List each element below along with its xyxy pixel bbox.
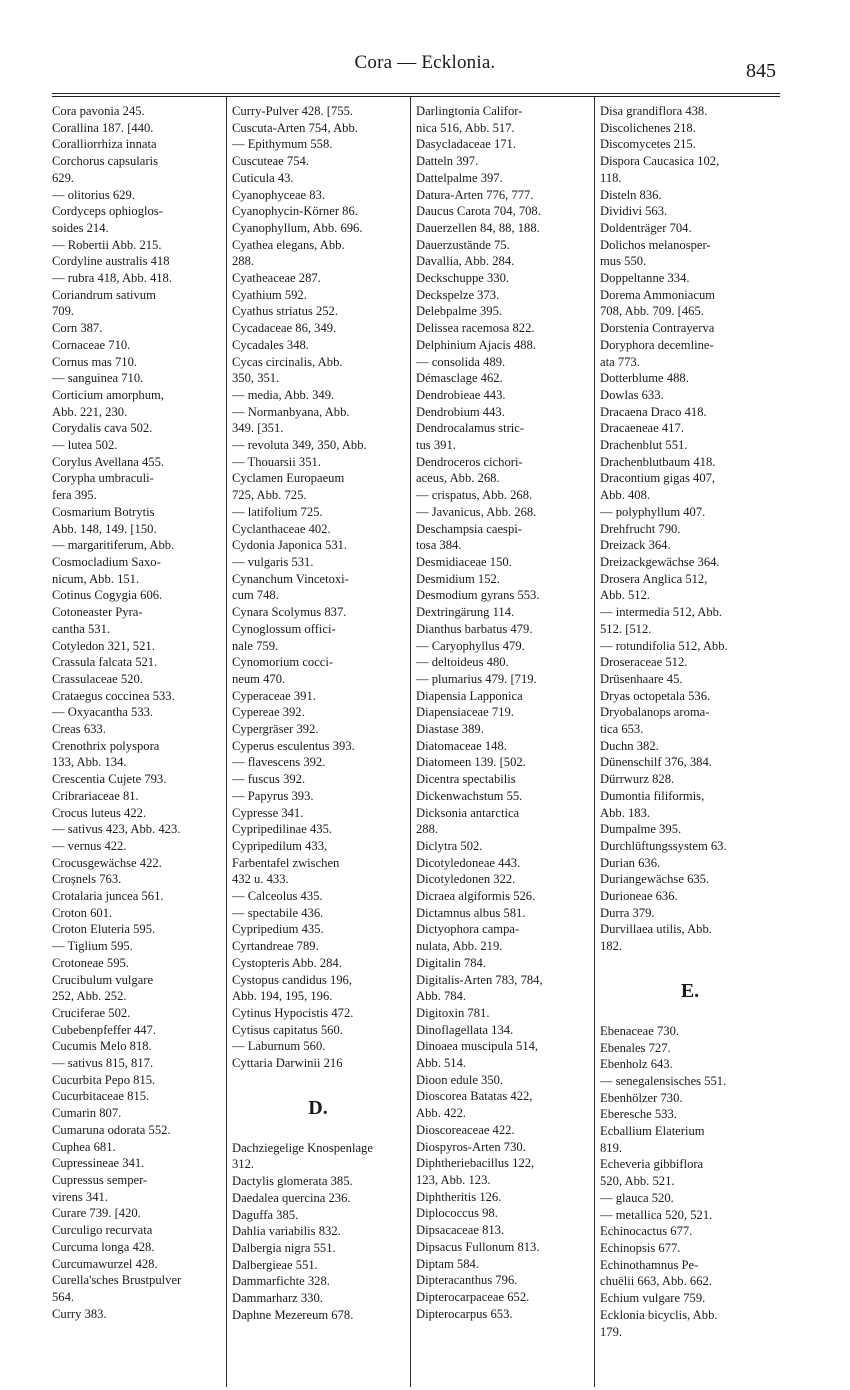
index-entry: Diapensia Lapponica: [416, 688, 523, 703]
index-entry: — fuscus 392.: [232, 772, 306, 787]
index-entry: — spectabile 436.: [232, 905, 324, 920]
index-entry: chuëlii 663, Abb. 662.: [600, 1274, 712, 1289]
index-entry: 708, Abb. 709. [465.: [600, 304, 704, 319]
index-entry: tosa 384.: [416, 538, 462, 553]
index-entry: Dipterocarpus 653.: [416, 1306, 513, 1321]
index-entry: Cuphea 681.: [52, 1139, 116, 1154]
index-entry: Cypripedium 435.: [232, 922, 324, 937]
index-entry: mus 550.: [600, 254, 647, 269]
index-entry: 629.: [52, 170, 75, 185]
index-entry: Delissea racemosa 822.: [416, 321, 535, 336]
index-entry: Dracontium gigas 407,: [600, 471, 716, 486]
index-entry: Ebenhölzer 730.: [600, 1090, 683, 1105]
index-entry: Drachenblutbaum 418.: [600, 454, 716, 469]
index-entry: Drehfrucht 790.: [600, 521, 681, 536]
index-entry: Cucumis Melo 818.: [52, 1039, 152, 1054]
index-entry: Durvillaea utilis, Abb.: [600, 922, 712, 937]
index-entry: Crataegus coccinea 533.: [52, 688, 175, 703]
index-entry: Dipsacaceae 813.: [416, 1223, 505, 1238]
index-entry: Cyrtandreae 789.: [232, 939, 319, 954]
column-divider: [226, 97, 227, 1387]
index-entry: 725, Abb. 725.: [232, 488, 307, 503]
index-column-4: [600, 103, 780, 1340]
index-entry: — plumarius 479. [719.: [416, 671, 537, 686]
index-column-1: [52, 103, 223, 1322]
index-entry: Desmidiaceae 150.: [416, 554, 512, 569]
index-entry: Cypripedilinae 435.: [232, 822, 333, 837]
index-entry: Dinoaea muscipula 514,: [416, 1039, 539, 1054]
header-rule-thin: [52, 93, 780, 94]
index-entry: Dipterocarpaceae 652.: [416, 1289, 530, 1304]
index-entry: Echinopsis 677.: [600, 1241, 681, 1255]
index-entry: Durchlüftungssystem 63.: [600, 838, 727, 853]
index-entry: — latifolium 725.: [232, 504, 323, 519]
index-entry: Abb. 183.: [600, 805, 651, 820]
index-entry: Dalbergia nigra 551.: [232, 1241, 336, 1255]
index-entry: Croton 601.: [52, 905, 113, 920]
index-entry: Disteln 836.: [600, 187, 662, 202]
index-entry: Dicotyledoneae 443.: [416, 855, 521, 870]
index-entry: Crenothrix polyspora: [52, 738, 160, 753]
index-entry: Daphne Mezereum 678.: [232, 1307, 354, 1322]
index-entry: Desmidium 152.: [416, 571, 500, 586]
index-entry: Dioscorea Batatas 422,: [416, 1089, 533, 1104]
index-entry: Farbentafel zwischen: [232, 855, 340, 870]
index-entry: Dryas octopetala 536.: [600, 688, 711, 703]
index-entry: 520, Abb. 521.: [600, 1174, 675, 1189]
index-entry: Dinoflagellata 134.: [416, 1022, 514, 1037]
index-entry: Coralliorrhiza innata: [52, 137, 157, 152]
index-entry: — Javanicus, Abb. 268.: [416, 504, 537, 519]
index-entry: Diphtheritis 126.: [416, 1189, 502, 1204]
index-entry: Dasycladaceae 171.: [416, 137, 516, 152]
index-column-3: [416, 103, 588, 1322]
index-entry: 252, Abb. 252.: [52, 989, 127, 1004]
index-entry: Diospyros-Arten 730.: [416, 1139, 526, 1154]
index-entry: — Tiglium 595.: [52, 939, 133, 954]
index-entry: Cycas circinalis, Abb.: [232, 354, 343, 369]
index-entry: Corylus Avellana 455.: [52, 454, 165, 469]
index-entry: Diphtheriebacillus 122,: [416, 1156, 535, 1171]
index-entry: Abb. 221, 230.: [52, 404, 128, 419]
index-entry: Curculigo recurvata: [52, 1223, 153, 1238]
index-entry: Cyperaceae 391.: [232, 688, 316, 703]
index-entry: Cornaceae 710.: [52, 337, 131, 352]
index-entry: Abb. 194, 195, 196.: [232, 989, 333, 1004]
index-entry: Diapensiaceae 719.: [416, 705, 514, 720]
index-entry: Dendrocalamus stric-: [416, 421, 525, 436]
index-entry: Cytisus capitatus 560.: [232, 1022, 343, 1037]
index-entry: — sanguinea 710.: [52, 371, 144, 386]
index-entry: neum 470.: [232, 671, 286, 686]
index-entry: — deltoideus 480.: [416, 655, 509, 670]
index-entry: — metallica 520, 521.: [600, 1207, 713, 1222]
index-entry: — vulgaris 531.: [232, 554, 314, 569]
index-entry: Dünenschilf 376, 384.: [600, 755, 712, 770]
index-entry: Droseraceae 512.: [600, 655, 688, 670]
index-entry: — revoluta 349, 350, Abb.: [232, 438, 367, 453]
index-entry: Cynoglossum offici-: [232, 621, 336, 636]
index-entry: virens 341.: [52, 1189, 108, 1204]
index-entry: — polyphyllum 407.: [600, 504, 706, 519]
index-entry: Daucus Carota 704, 708.: [416, 204, 541, 219]
index-entry: Curry 383.: [52, 1306, 107, 1321]
index-entry: Abb. 148, 149. [150.: [52, 521, 157, 536]
index-entry: tica 653.: [600, 722, 644, 737]
index-entry: Curella'sches Brustpulver: [52, 1273, 182, 1288]
index-entry: Corydalis cava 502.: [52, 421, 153, 436]
index-entry: Dipteracanthus 796.: [416, 1273, 518, 1288]
index-entry: Crotoneae 595.: [52, 955, 129, 970]
index-entry: Cypresse 341.: [232, 805, 304, 820]
index-entry: Dracaena Draco 418.: [600, 404, 707, 419]
index-entry: Cyanophyceae 83.: [232, 187, 326, 202]
index-entry: Duriangewächse 635.: [600, 872, 710, 887]
index-entry: Curare 739. [420.: [52, 1206, 141, 1221]
index-entry: 564.: [52, 1289, 75, 1304]
index-entry: Drachenblut 551.: [600, 438, 688, 453]
index-entry: nicum, Abb. 151.: [52, 571, 140, 586]
index-entry: Dividivi 563.: [600, 204, 668, 219]
index-entry: — Robertii Abb. 215.: [52, 237, 162, 252]
index-entry: Cynomorium cocci-: [232, 655, 334, 670]
index-entry: Davallia, Abb. 284.: [416, 254, 515, 269]
index-entry: — lutea 502.: [52, 438, 118, 453]
index-entry: Cypripedilum 433,: [232, 838, 328, 853]
index-entry: Cynara Scolymus 837.: [232, 605, 347, 620]
index-entry: Croton Eluteria 595.: [52, 922, 156, 937]
index-entry: Diatomeen 139. [502.: [416, 755, 526, 770]
index-entry: Dicotyledonen 322.: [416, 872, 516, 887]
index-entry: Dextringärung 114.: [416, 605, 515, 620]
index-entry: Eberesche 533.: [600, 1107, 677, 1122]
column-divider: [410, 97, 411, 1387]
index-entry: Cytinus Hypocistis 472.: [232, 1005, 354, 1020]
index-entry: Cumarin 807.: [52, 1106, 122, 1121]
index-entry: Cosmocladium Saxo-: [52, 554, 161, 569]
index-entry: Dumpalme 395.: [600, 822, 682, 837]
index-entry: 709.: [52, 304, 75, 319]
index-entry: Durian 636.: [600, 855, 661, 870]
index-entry: Desmodium gyrans 553.: [416, 588, 540, 603]
index-entry: Dowlas 633.: [600, 387, 664, 402]
index-entry: Dalbergieae 551.: [232, 1257, 318, 1272]
index-entry: Daedalea quercina 236.: [232, 1190, 351, 1205]
index-entry: Abb. 408.: [600, 488, 651, 503]
index-entry: — olitorius 629.: [52, 187, 135, 202]
index-entry: Corypha umbraculi-: [52, 471, 154, 486]
index-entry: Cyatheaceae 287.: [232, 271, 321, 286]
section-letter-heading: E.: [680, 979, 700, 1002]
index-entry: Creas 633.: [52, 722, 106, 737]
index-entry: aceus, Abb. 268.: [416, 471, 500, 486]
index-entry: — Papyrus 393.: [232, 788, 314, 803]
index-entry: 133, Abb. 134.: [52, 755, 127, 770]
index-entry: Echeveria gibbiflora: [600, 1157, 704, 1172]
index-entry: Cubebenpfeffer 447.: [52, 1022, 156, 1037]
index-entry: Dreizack 364.: [600, 538, 671, 553]
index-entry: Cosmarium Botrytis: [52, 504, 155, 519]
index-entry: Abb. 514.: [416, 1056, 467, 1071]
index-entry: Dammarfichte 328.: [232, 1274, 330, 1289]
index-entry: Durioneae 636.: [600, 889, 678, 904]
index-entry: Croșnels 763.: [52, 872, 122, 887]
index-entry: Corallina 187. [440.: [52, 120, 154, 135]
index-entry: Cuticula 43.: [232, 170, 294, 185]
index-entry: Dachziegelige Knospenlage: [232, 1140, 373, 1155]
index-entry: Cotinus Cogygia 606.: [52, 588, 163, 603]
index-entry: 288.: [232, 254, 255, 269]
index-entry: Dickenwachstum 55.: [416, 788, 523, 803]
index-column-2: [232, 103, 404, 1324]
column-divider: [594, 97, 595, 1387]
index-entry: Dianthus barbatus 479.: [416, 621, 533, 636]
index-entry: 179.: [600, 1324, 623, 1339]
index-entry: Dreizackgewächse 364.: [600, 554, 720, 569]
index-entry: Cycadaceae 86, 349.: [232, 321, 337, 336]
index-entry: Doldenträger 704.: [600, 220, 692, 235]
index-entry: Disa grandiflora 438.: [600, 104, 708, 118]
index-entry: Dammarharz 330.: [232, 1291, 323, 1306]
index-entry: Cribrariaceae 81.: [52, 788, 139, 803]
index-entry: Dolichos melanosper-: [600, 237, 711, 252]
index-entry: cum 748.: [232, 588, 279, 603]
index-entry: — margaritiferum, Abb.: [52, 538, 175, 553]
index-entry: Datura-Arten 776, 777.: [416, 187, 534, 202]
index-entry: Corchorus capsularis: [52, 154, 158, 169]
index-entry: Cruciferae 502.: [52, 1005, 131, 1020]
index-entry: Darlingtonia Califor-: [416, 104, 523, 118]
index-entry: — glauca 520.: [600, 1190, 674, 1205]
index-entry: Crescentia Cujete 793.: [52, 772, 167, 787]
running-head-title: Cora — Ecklonia.: [354, 52, 496, 73]
index-entry: Ecklonia bicyclis, Abb.: [600, 1307, 718, 1322]
index-entry: Crotalaria juncea 561.: [52, 889, 164, 904]
index-entry: 288.: [416, 822, 439, 837]
index-entry: Crocus luteus 422.: [52, 805, 147, 820]
index-entry: Deckschuppe 330.: [416, 271, 510, 286]
index-entry: — consolida 489.: [416, 354, 506, 369]
index-entry: Dauerzellen 84, 88, 188.: [416, 220, 540, 235]
index-entry: Cupressus semper-: [52, 1173, 148, 1187]
index-entry: Abb. 784.: [416, 989, 467, 1004]
index-entry: Dictyophora campa-: [416, 922, 520, 937]
index-entry: 350, 351.: [232, 371, 280, 386]
index-entry: Daguffa 385.: [232, 1207, 299, 1222]
index-entry: — Oxyacantha 533.: [52, 705, 154, 720]
index-entry: Dendrobieae 443.: [416, 387, 506, 402]
index-entry: 819.: [600, 1140, 623, 1155]
index-entry: Curcuma longa 428.: [52, 1239, 155, 1254]
index-entry: 118.: [600, 170, 622, 185]
index-entry: Dispora Caucasica 102,: [600, 154, 720, 169]
index-entry: Cuscuteae 754.: [232, 154, 309, 169]
index-entry: Dipsacus Fullonum 813.: [416, 1239, 540, 1254]
index-entry: Dattelpalme 397.: [416, 170, 503, 185]
index-entry: Cydonia Japonica 531.: [232, 538, 348, 553]
index-entry: Duchn 382.: [600, 738, 659, 753]
index-entry: Dauerzustände 75.: [416, 237, 510, 252]
index-entry: Cyclanthaceae 402.: [232, 521, 331, 536]
header-rule-thick: [52, 96, 780, 97]
index-entry: Dürrwurz 828.: [600, 772, 675, 787]
index-entry: Dorstenia Contrayerva: [600, 321, 715, 336]
index-entry: Dotterblume 488.: [600, 371, 689, 386]
index-entry: Cystopteris Abb. 284.: [232, 955, 342, 970]
index-entry: Cotyledon 321, 521.: [52, 638, 155, 653]
index-entry: — intermedia 512, Abb.: [600, 605, 723, 620]
index-entry: — rubra 418, Abb. 418.: [52, 271, 172, 286]
index-entry: Cyathium 592.: [232, 287, 307, 302]
index-entry: Echinocactus 677.: [600, 1224, 693, 1239]
index-entry: cantha 531.: [52, 621, 111, 636]
index-entry: Drüsenhaare 45.: [600, 671, 683, 686]
index-entry: — Normanbyana, Abb.: [232, 404, 350, 419]
index-entry: Cora pavonia 245.: [52, 104, 145, 118]
index-entry: Deckspelze 373.: [416, 287, 500, 302]
index-entry: tus 391.: [416, 438, 456, 453]
index-entry: Cyanophycin-Körner 86.: [232, 204, 358, 219]
index-entry: Drosera Anglica 512,: [600, 571, 708, 586]
index-entry: Cucurbitaceae 815.: [52, 1089, 150, 1104]
index-entry: Dicksonia antarctica: [416, 805, 520, 820]
index-entry: Coriandrum sativum: [52, 287, 156, 302]
index-entry: fera 395.: [52, 488, 97, 503]
index-entry: Cystopus candidus 196,: [232, 972, 352, 987]
page-number: 845: [746, 60, 776, 82]
index-entry: Crucibulum vulgare: [52, 972, 154, 987]
index-entry: Discolichenes 218.: [600, 120, 696, 135]
index-entry: Crassulaceae 520.: [52, 671, 143, 686]
index-entry: Abb. 512.: [600, 588, 651, 603]
index-entry: — vernus 422.: [52, 838, 127, 853]
index-entry: Dorema Ammoniacum: [600, 287, 716, 302]
index-entry: nica 516, Abb. 517.: [416, 120, 515, 135]
index-entry: 512. [512.: [600, 621, 652, 636]
index-entry: Dactylis glomerata 385.: [232, 1174, 353, 1189]
index-entry: Cyathea elegans, Abb.: [232, 237, 345, 252]
index-entry: Digitalin 784.: [416, 955, 486, 970]
index-entry: — Calceolus 435.: [232, 889, 323, 904]
index-entry: — rotundifolia 512, Abb.: [600, 638, 728, 653]
index-entry: 182.: [600, 939, 623, 954]
index-entry: Cypergräser 392.: [232, 722, 319, 737]
index-entry: nale 759.: [232, 638, 279, 653]
index-entry: 432 u. 433.: [232, 872, 289, 887]
index-entry: Crocusgewächse 422.: [52, 855, 162, 870]
index-entry: Cyclamen Europaeum: [232, 471, 345, 486]
index-entry: — crispatus, Abb. 268.: [416, 488, 533, 503]
index-entry: Digitoxin 781.: [416, 1005, 490, 1020]
index-entry: Dioon edule 350.: [416, 1072, 504, 1087]
index-entry: Ecballium Elaterium: [600, 1124, 705, 1139]
index-entry: Dioscoreaceae 422.: [416, 1122, 515, 1137]
index-entry: Delphinium Ajacis 488.: [416, 337, 536, 352]
index-entry: Deschampsia caespi-: [416, 521, 522, 536]
index-entry: Cotoneaster Pyra-: [52, 605, 143, 620]
index-entry: Dendroceros cichori-: [416, 454, 523, 469]
index-entry: Echium vulgare 759.: [600, 1291, 706, 1306]
index-entry: Datteln 397.: [416, 154, 479, 169]
index-entry: Ebenaceae 730.: [600, 1023, 680, 1038]
index-entry: Ebenholz 643.: [600, 1057, 673, 1072]
index-entry: Diastase 389.: [416, 722, 484, 737]
index-entry: Diptam 584.: [416, 1256, 479, 1271]
index-entry: Cynanchum Vincetoxi-: [232, 571, 349, 586]
index-entry: Cyttaria Darwinii 216: [232, 1056, 343, 1071]
index-entry: 312.: [232, 1157, 255, 1172]
index-entry: — senegalensisches 551.: [600, 1073, 727, 1088]
index-entry: — Thouarsii 351.: [232, 454, 321, 469]
index-entry: Dracaeneae 417.: [600, 421, 684, 436]
index-entry: Cucurbita Pepo 815.: [52, 1072, 156, 1087]
index-entry: — sativus 423, Abb. 423.: [52, 822, 181, 837]
index-entry: Doppeltanne 334.: [600, 271, 690, 286]
index-entry: Discomycetes 215.: [600, 137, 696, 152]
index-entry: Dendrobium 443.: [416, 404, 505, 419]
index-entry: Delebpalme 395.: [416, 304, 503, 319]
index-entry: Cycadales 348.: [232, 337, 309, 352]
index-entry: Curcumawurzel 428.: [52, 1256, 158, 1271]
index-entry: Démasclage 462.: [416, 371, 503, 386]
index-entry: Dicentra spectabilis: [416, 772, 516, 787]
section-letter-heading: D.: [308, 1096, 328, 1119]
index-entry: Corticium amorphum,: [52, 387, 164, 402]
index-entry: Diclytra 502.: [416, 838, 483, 853]
index-entry: Doryphora decemline-: [600, 337, 714, 352]
index-entry: ata 773.: [600, 354, 640, 369]
index-entry: — Epithymum 558.: [232, 137, 333, 152]
index-entry: Dicraea algiformis 526.: [416, 889, 536, 904]
index-entry: Cyanophyllum, Abb. 696.: [232, 220, 363, 235]
index-entry: Dahlia variabilis 832.: [232, 1224, 341, 1239]
index-entry: — sativus 815, 817.: [52, 1056, 154, 1071]
index-entry: 349. [351.: [232, 421, 284, 436]
index-entry: Crassula falcata 521.: [52, 655, 158, 670]
index-entry: Cumaruna odorata 552.: [52, 1122, 171, 1137]
index-entry: Cordyceps ophioglos-: [52, 204, 163, 219]
index-entry: Diatomaceae 148.: [416, 738, 507, 753]
index-entry: 123, Abb. 123.: [416, 1173, 491, 1187]
index-entry: Curry-Pulver 428. [755.: [232, 104, 354, 118]
index-entry: soides 214.: [52, 220, 109, 235]
index-entry: Durra 379.: [600, 905, 655, 920]
index-entry: — Caryophyllus 479.: [416, 638, 525, 653]
index-entry: Cypereae 392.: [232, 705, 305, 720]
index-entry: Cyperus esculentus 393.: [232, 738, 355, 753]
index-entry: Cyathus striatus 252.: [232, 304, 338, 319]
index-entry: Cordyline australis 418: [52, 254, 170, 269]
index-entry: — Laburnum 560.: [232, 1039, 326, 1054]
index-entry: Echinothamnus Pe-: [600, 1257, 699, 1272]
index-entry: nulata, Abb. 219.: [416, 939, 503, 954]
index-entry: Dictamnus albus 581.: [416, 905, 526, 920]
index-entry: Corn 387.: [52, 321, 103, 336]
index-entry: Cornus mas 710.: [52, 354, 138, 369]
index-entry: Digitalis-Arten 783, 784,: [416, 972, 543, 987]
index-entry: Abb. 422.: [416, 1106, 467, 1121]
index-entry: Dumontia filiformis,: [600, 788, 705, 803]
index-entry: — flavescens 392.: [232, 755, 326, 770]
index-entry: Dryobalanops aroma-: [600, 705, 710, 720]
index-entry: Cupressineae 341.: [52, 1156, 145, 1171]
index-entry: Cuscuta-Arten 754, Abb.: [232, 120, 358, 135]
index-entry: Diplococcus 98.: [416, 1206, 498, 1221]
index-entry: Ebenales 727.: [600, 1040, 671, 1055]
index-entry: — media, Abb. 349.: [232, 387, 335, 402]
